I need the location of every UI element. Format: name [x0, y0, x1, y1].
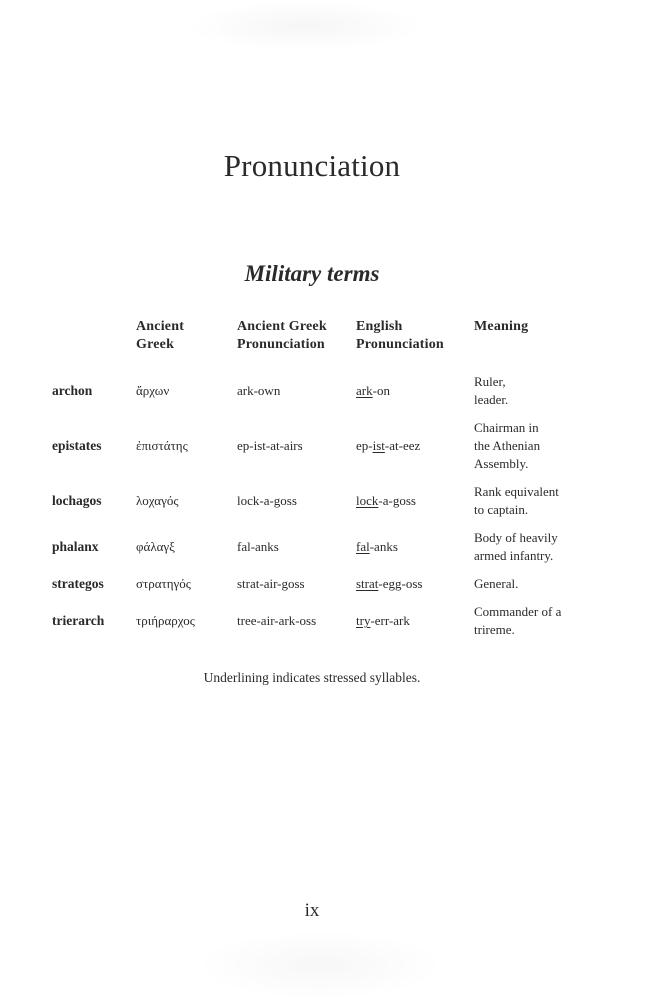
term-cell: archon [52, 383, 93, 398]
table-row [52, 525, 582, 571]
header-ancient-greek-line1: Ancient [136, 319, 185, 334]
term-cell: trierarch [52, 613, 105, 628]
english-pronunciation-cell [356, 571, 474, 599]
footnote: Underlining indicates stressed syllables. [203, 670, 421, 685]
table-row [52, 571, 582, 599]
header-english-pronunciation [356, 318, 474, 369]
meaning-line: Rank equivalent [474, 484, 559, 499]
header-agp-line2: Pronunciation [237, 337, 325, 352]
meaning-cell [474, 599, 582, 645]
unstressed-syllables: -err-ark [370, 613, 410, 628]
unstressed-syllables: -egg-oss [378, 576, 423, 591]
term-cell: epistates [52, 438, 102, 453]
unstressed-syllables: ep- [356, 438, 373, 453]
term-cell: lochagos [52, 493, 102, 508]
unstressed-syllables: -a-goss [378, 493, 416, 508]
header-ancient-greek-pronunciation [237, 318, 356, 369]
greek-cell: στρατηγός [136, 576, 191, 591]
header-ep-line1: English [356, 319, 403, 334]
header-agp-line1: Ancient Greek [237, 319, 327, 334]
ancient-pronunciation-cell: ep-ist-at-airs [237, 438, 303, 453]
table-row [52, 369, 582, 415]
meaning-line: to captain. [474, 502, 529, 517]
meaning-cell [474, 369, 582, 415]
ancient-pronunciation-cell: ark-own [237, 383, 281, 398]
meaning-cell [474, 525, 582, 571]
header-meaning: Meaning [474, 319, 529, 334]
meaning-line: the Athenian [474, 438, 541, 453]
table-row [52, 599, 582, 645]
english-pronunciation-cell [356, 479, 474, 525]
header-ancient-greek-line2: Greek [136, 337, 175, 352]
english-pronunciation-cell [356, 525, 474, 571]
meaning-cell [474, 415, 582, 479]
header-term [52, 318, 136, 369]
table-row [52, 415, 582, 479]
table-header-row [52, 318, 582, 369]
ancient-pronunciation-cell: fal-anks [237, 539, 279, 554]
unstressed-syllables: -anks [369, 539, 398, 554]
header-ancient-greek [136, 318, 237, 369]
unstressed-syllables: -on [372, 383, 390, 398]
ancient-pronunciation-cell: tree-air-ark-oss [237, 613, 317, 628]
greek-cell: τριήραρχος [136, 613, 195, 628]
meaning-line: Body of heavily [474, 530, 558, 545]
term-cell: strategos [52, 576, 104, 591]
scan-shadow-bottom [195, 930, 445, 1000]
stressed-syllable: ark [356, 383, 373, 398]
header-ep-line2: Pronunciation [356, 337, 444, 352]
stressed-syllable: lock [356, 493, 379, 508]
english-pronunciation-cell [356, 369, 474, 415]
meaning-line: trireme. [474, 622, 515, 637]
greek-cell: ἄρχων [136, 383, 170, 398]
table-row [52, 479, 582, 525]
section-title: Military terms [244, 261, 380, 286]
meaning-cell [474, 479, 582, 525]
meaning-cell [474, 571, 582, 599]
ancient-pronunciation-cell: lock-a-goss [237, 493, 297, 508]
pronunciation-table-container [52, 318, 582, 645]
stressed-syllable: try [356, 613, 371, 628]
page-title: Pronunciation [223, 148, 401, 183]
meaning-line: Assembly. [474, 456, 529, 471]
stressed-syllable: strat [356, 576, 379, 591]
stressed-syllable: ist [372, 438, 385, 453]
english-pronunciation-cell [356, 415, 474, 479]
unstressed-syllables: -at-eez [384, 438, 421, 453]
english-pronunciation-cell [356, 599, 474, 645]
greek-cell: φάλαγξ [136, 539, 175, 554]
ancient-pronunciation-cell: strat-air-goss [237, 576, 305, 591]
greek-cell: λοχαγός [136, 493, 179, 508]
meaning-line: Commander of a [474, 604, 562, 619]
stressed-syllable: fal [356, 539, 370, 554]
pronunciation-table [52, 318, 582, 645]
meaning-line: leader. [474, 392, 509, 407]
term-cell: phalanx [52, 539, 99, 554]
page-number: ix [304, 900, 320, 921]
scan-shadow-top [185, 0, 425, 52]
meaning-line: armed infantry. [474, 548, 554, 563]
greek-cell: ἐπιστάτης [136, 438, 188, 453]
meaning-line: Chairman in [474, 420, 539, 435]
meaning-line: General. [474, 576, 519, 591]
meaning-line: Ruler, [474, 374, 506, 389]
